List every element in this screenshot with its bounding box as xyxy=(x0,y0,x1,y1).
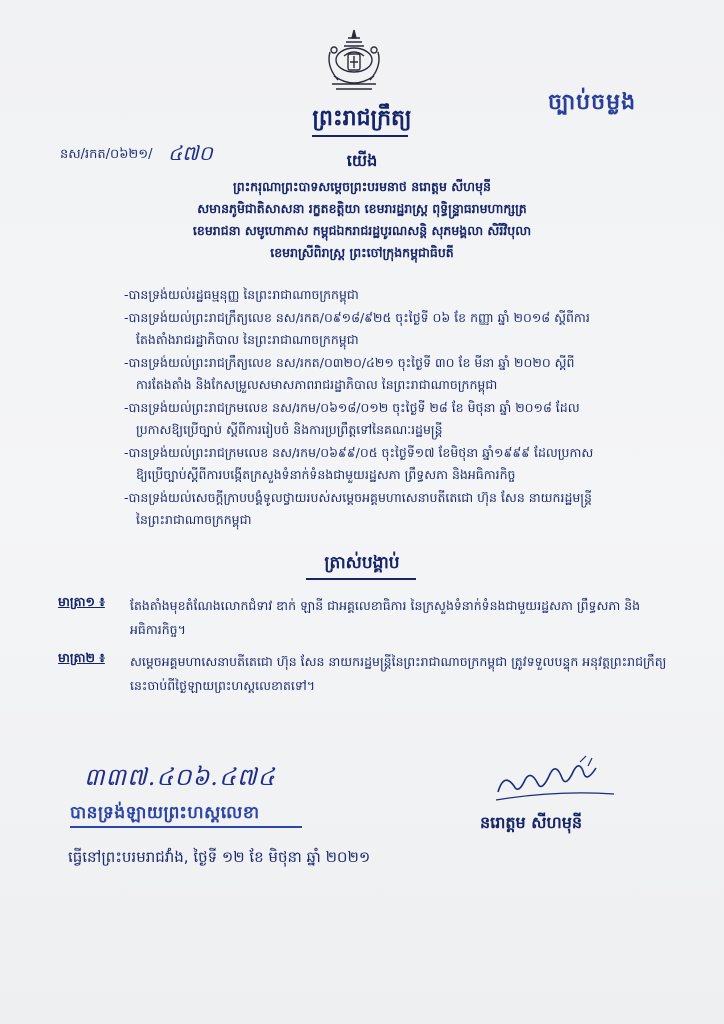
king-line: ព្រះករុណាព្រះបាទសម្តេចព្រះបរមនាថ នរោត្តម សីហមុនី xyxy=(233,179,491,194)
consideration-line: -បានទ្រង់យល់ព្រះរាជក្រមលេខ នស/រកម/០៦១៨/០១២ ចុះថ្ងៃទី ២៨ ខែ មិថុនា ឆ្នាំ ២០១៨ ដែល xyxy=(124,400,580,415)
consideration-item xyxy=(124,442,664,486)
signed-stamp-underline xyxy=(70,826,302,828)
consideration-line: -បានទ្រង់យល់ព្រះរាជក្រឹត្យលេខ នស/រកត/០៩១៨/៩២៥ ចុះថ្ងៃទី ០៦ ខែ កញ្ញា ឆ្នាំ ២០១៨ ស្តីពីការ xyxy=(124,310,590,325)
copy-stamp: ច្បាប់ចម្លង xyxy=(548,90,637,115)
royal-signature xyxy=(490,752,620,808)
articles-list xyxy=(58,594,670,706)
page-title: ព្រះរាជក្រឹត្យ xyxy=(312,106,412,131)
consideration-continuation: នៃព្រះរាជាណាចក្រកម្ពុជា xyxy=(136,512,252,527)
place-and-date: ធ្វើនៅព្រះបរមរាជវាំង, ថ្ងៃទី ១២ ខែ មិថុនា ឆ្នាំ ២០២១ xyxy=(68,848,371,866)
article-text: សម្តេចអគ្គមហាសេនាបតីតេជោ ហ៊ុន សែន នាយករដ្ឋមន្ត្រីនៃព្រះរាជាណាចក្រកម្ពុជា ត្រូវទទួលបន្ទុក អនុវត្តព្រះរាជក្រឹត្យនេះចាប់ពីថ្ងៃឡាយព្រះហស្តលេខាតទៅ។ xyxy=(130,654,667,693)
consideration-item xyxy=(124,352,664,396)
consideration-item xyxy=(124,487,664,531)
article-2 xyxy=(58,650,670,698)
king-line: ខេមរាស្រីពិរាស្ត្រ ព្រះចៅក្រុងកម្ពុជាធិបតី xyxy=(270,245,454,260)
signer-name: នរោត្តម សីហមុនី xyxy=(480,813,583,832)
decree-underline xyxy=(306,578,416,580)
handwritten-registration-number: ៣៣៧.៤០៦.៤៧៤ xyxy=(84,763,276,791)
consideration-continuation: ការតែងតាំង និងកែសម្រួលសមាសភាពរាជរដ្ឋាភិបាល នៃព្រះរាជាណាចក្រកម្ពុជា xyxy=(136,377,498,392)
consideration-continuation: ឱ្យប្រើច្បាប់ស្តីពីការបង្កើតក្រសួងទំនាក់ទំនងជាមួយរដ្ឋសភា ព្រឹទ្ធសភា និងអធិការកិច្ច xyxy=(136,467,516,482)
decree-heading: ត្រាស់បង្គាប់ xyxy=(324,553,400,573)
consideration-continuation: តែងតាំងរាជរដ្ឋាភិបាល នៃព្រះរាជាណាចក្រកម្ពុជា xyxy=(136,332,359,347)
consideration-continuation: ប្រកាសឱ្យប្រើច្បាប់ ស្តីពីការរៀបចំ និងការប្រព្រឹត្តទៅនៃគណៈរដ្ឋមន្ត្រី xyxy=(136,422,443,437)
royal-emblem-icon xyxy=(318,26,390,96)
reference-number: នស/រកត/០៦២១/ xyxy=(60,147,153,162)
consideration-item xyxy=(124,397,664,441)
king-line: សមានភូមិជាតិសាសនា រក្ខតខត្តិយា ខេមរារដ្ឋរាស្ត្រ ពុទ្ធិន្ទ្រាធរាមហាក្សត្រ xyxy=(197,201,527,216)
king-titles xyxy=(60,176,664,264)
consideration-item xyxy=(124,307,664,351)
consideration-line: -បានទ្រង់យល់សេចក្តីក្រាបបង្គំទូលថ្វាយរបស់សម្តេចអគ្គមហាសេនាបតីតេជោ ហ៊ុន សែន នាយករដ្ឋមន្ត្រី xyxy=(124,490,592,505)
reference-handwritten: ៤៧០ xyxy=(168,141,213,165)
signed-stamp: បានទ្រង់ឡាយព្រះហស្តលេខា xyxy=(70,803,260,823)
consideration-line: -បានទ្រង់យល់ព្រះរាជក្រមលេខ នស/រកម/០៦៩៩/០៥ ចុះថ្ងៃទី១៧ ខែមិថុនា ឆ្នាំ១៩៩៩ ដែលប្រកាស xyxy=(124,445,594,460)
article-text: តែងតាំងមុខតំណែងលោកជំទាវ ឌាក់ ឡានី ជាអគ្គលេខាធិការ នៃក្រសួងទំនាក់ទំនងជាមួយរដ្ឋសភា ព្រឹទ្ធសភា និងអធិការកិច្ច។ xyxy=(130,598,641,637)
king-line: ខេមរាជនា សមូហោភាស កម្ពុជឯករាជរដ្ឋបូរណសន្តិ សុភមង្គលា សិរីវិបុលា xyxy=(192,223,532,238)
article-label: មាត្រា២ ៖ xyxy=(58,650,105,665)
title-underline xyxy=(312,135,408,137)
article-label: មាត្រា១ ៖ xyxy=(58,594,105,609)
consideration-item xyxy=(124,284,664,306)
considerations-list xyxy=(124,284,664,532)
consideration-line: -បានទ្រង់យល់ព្រះរាជក្រឹត្យលេខ នស/រកត/០៣២០/៤២១ ចុះថ្ងៃទី ៣០ ខែ មីនា ឆ្នាំ ២០២០ ស្តីពី xyxy=(124,355,575,370)
yeung-heading: យើង xyxy=(346,151,378,170)
article-1 xyxy=(58,594,670,642)
consideration-line: -បានទ្រង់យល់រដ្ឋធម្មនុញ្ញ នៃព្រះរាជាណាចក្រកម្ពុជា xyxy=(124,287,359,302)
